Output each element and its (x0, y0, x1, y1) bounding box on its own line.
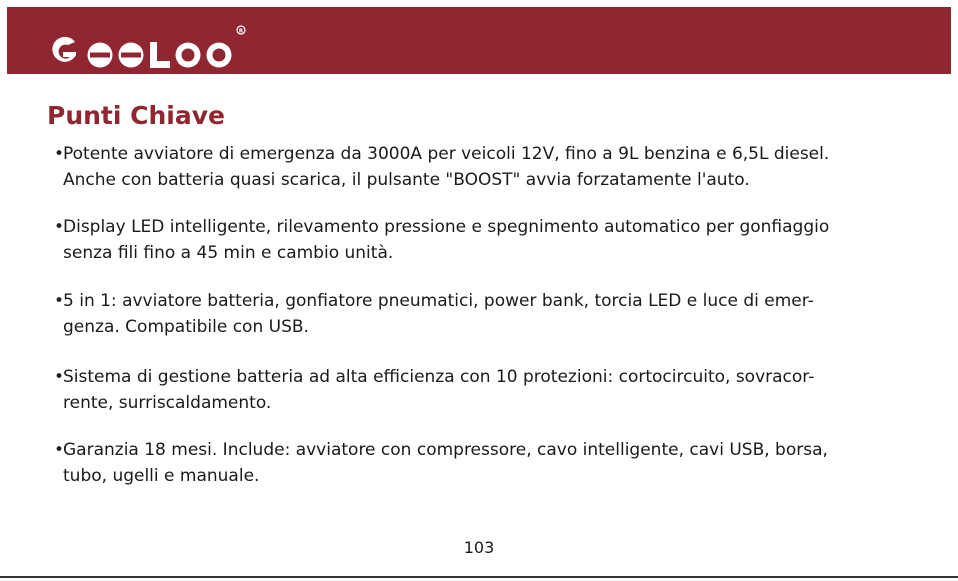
bullet-line: Display LED intelligente, rilevamento pressione e spegnimento automatico per gonfiaggio (63, 217, 830, 237)
bullet-line: Sistema di gestione batteria ad alta efficienza con 10 protezioni: cortocircuito, sovracor- (63, 367, 815, 387)
bullet-dot: • (54, 144, 65, 164)
bullet-line: rente, surriscaldamento. (63, 393, 272, 413)
bullet-text (63, 214, 923, 266)
bullet-line: senza fili fino a 45 min e cambio unità. (63, 243, 394, 263)
bullet-text (63, 141, 923, 193)
bullet-text (63, 288, 923, 340)
bullet-line: 5 in 1: avviatore batteria, gonfiatore pneumatici, power bank, torcia LED e luce di emer- (63, 291, 814, 311)
bullet-line: Potente avviatore di emergenza da 3000A per veicoli 12V, fino a 9L benzina e 6,5L diesel. (63, 144, 830, 164)
bullet-line: Garanzia 18 mesi. Include: avviatore con compressore, cavo intelligente, cavi USB, borsa, (63, 440, 828, 460)
bullet-text (63, 364, 923, 416)
svg-text:R: R (238, 28, 244, 35)
page-number: 103 (463, 538, 495, 557)
footer-divider (0, 576, 958, 578)
bullet-dot: • (54, 367, 65, 387)
gooloo-logo (46, 21, 266, 71)
section-title: Punti Chiave (47, 101, 225, 130)
bullet-dot: • (54, 440, 65, 460)
bullet-line: tubo, ugelli e manuale. (63, 466, 260, 486)
bullet-dot: • (54, 217, 65, 237)
bullet-text (63, 437, 923, 489)
bullet-line: genza. Compatibile con USB. (63, 317, 309, 337)
bullet-line: Anche con batteria quasi scarica, il pulsante "BOOST" avvia forzatamente l'auto. (63, 170, 750, 190)
bullet-dot: • (54, 291, 65, 311)
